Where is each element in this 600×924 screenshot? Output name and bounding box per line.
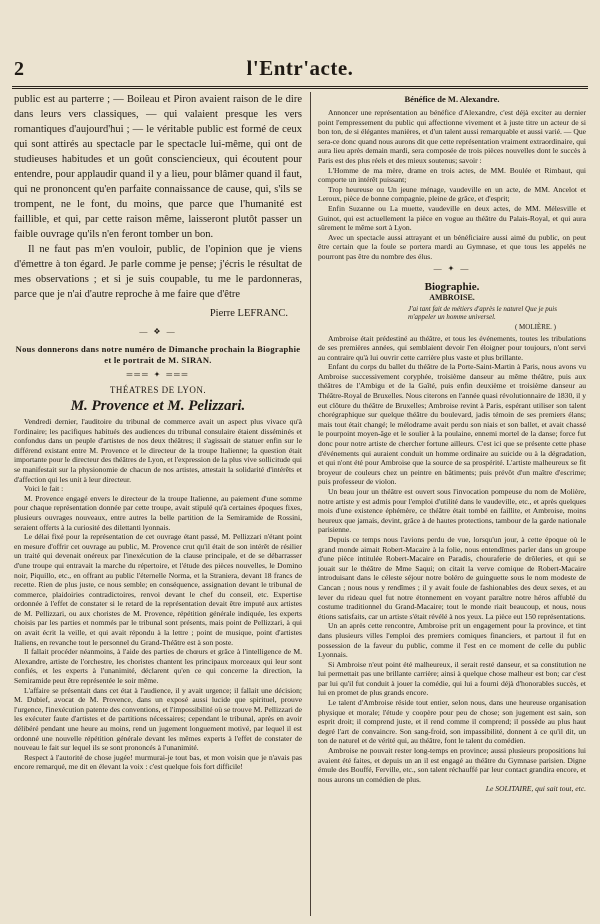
article-paragraph: Vendredi dernier, l'auditoire du tribunal de commerce avait un aspect plus vivace qu'à l'ordinaire; les pacifiques habitués des audiences du tribunal consulaire étaient disséminés et confondus dans un peuple d'artistes de nos deux théâtres; il s'agissait de statuer enfin sur le différend existant entre M. Provence et le directeur de la troupe Italienne; la question était importante pour le directeur des théâtres de Lyon, et l'expression de la plus vive sollicitude qui se manifestait sur la physionomie de chacun de nos artistes, attestait la solidarité d'intérêts et d'affection qui les unit à leur directeur.	[14, 417, 302, 484]
biography-paragraph: Un an après cette rencontre, Ambroise prit un engagement pour la province, et tint dans plusieurs villes l'emploi des premiers comiques financiers, et partout il fut en possession de la faveur du public, comme il l'est en ce moment de celle du public Lyonnais.	[318, 621, 586, 660]
benefit-paragraph: L'Homme de ma mère, drame en trois actes, de MM. Boulée et Rimbaut, qui comporte un intérêt puissant;	[318, 165, 586, 185]
biography-body	[318, 334, 586, 795]
biography-heading: Biographie.	[424, 280, 480, 293]
essay-paragraph: public est au parterre ; — Boileau et Piron avaient raison de le dire dans leurs vers classiques, — qui valaient presque les vers romantiques d'aujourd'hui ; — le véritable public est formé de ceux qui sont attirés au spectacle par le spectacle lui-même, qui ont de studieuses habitudes et un goût consciencieux, qui écoutent pour entendre, pour applaudir quand il y a lieu, pour blâmer quand il faut, qui ne prononcent qu'en parfaite connaissance de cause, qui, s'ils se trompent, ne le font, du moins, que parce que l'humanité est faillible, et qui, par cette raison même, laisseront plutôt passer un faible ouvrage qu'ils n'en feront tomber un bon.	[14, 94, 302, 240]
ornament-divider: ═══ ✦ ═══	[126, 370, 190, 379]
column-divider	[310, 92, 311, 916]
biography-paragraph: Enfant du corps du ballet du théâtre de la Porte-Saint-Martin à Paris, nous avons vu Ambroise successivement coryphée, troisième danseur au même théâtre, puis aux théâtres de l'Ambigu et de la Gaîté, puis enfin deuxième et troisième danseur au Théâtre-Royal de Bruxelles. Nous citerons en l'année quasi révolutionnaire de 1830, il y eut clôture du théâtre de Bruxelles; Ambroise revint à Paris, espérant utiliser son talent chorégraphique sur quelque théâtre du boulevard, jadis témoin de ses premiers élans; mais tout était changé; le mélodrame avait perdu son niais et son ballet, et avait chassé le pourpoint moyen-âge et le soulier à la poulaine, ennemi mortel de la danse; force fut donc pour notre artiste de chercher fortune ailleurs. C'est ici que se présente cette phase d'événements qui auraient conduit un homme ordinaire au suicide ou à la dégradation, et qui n'ont été pour Ambroise que la source de sa prospérité. L'artiste malheureux se fit broyeur de couleurs chez un peintre en bâtiments; puis prévôt d'un maître d'escrime; puis professeur de violon.	[318, 362, 586, 487]
article-paragraph: L'affaire se présentait dans cet état à l'audience, il y avait urgence; il fallait une décision; M. Dubief, avocat de M. Provence, dans un exposé aussi lucide que spirituel, prouve l'urgence, l'inexécution patente des conventions, et l'impossibilité où se trouve M. Pellizzari de les exécuter faute d'artistes et de partitions nécessaires; cependant le tribunal, après en avoir délibéré pendant une heure au moins, rend un jugement longuement motivé, par lequel il est ordonné une nouvelle répétition générale devant les mêmes experts à l'effet de constater de nouveau le fait sur lequel ils se sont prononcés à l'unanimité.	[14, 685, 302, 753]
article-paragraph: M. Provence engagé envers le directeur de la troupe Italienne, au paiement d'une somme pour chaque représentation donnée par cette troupe, avait stipulé qu'à certaines époques fixes, plusieurs ouvrages nouveaux, entre autres la belle partition de la Semiramide de Rossini, seraient offerts à la curiosité des dilettanti lyonnais.	[14, 493, 302, 532]
article-headline: M. Provence et M. Pelizzari.	[70, 398, 246, 414]
biography-paragraph: Le talent d'Ambroise réside tout entier, selon nous, dans une heureuse organisation physique et morale; l'étude y coopère pour peu de chose; son jugement est sain, son esprit droit; il comprend juste, et il rend comme il comprend; il possède au plus haut degré l'art de convaincre. Son sang-froid, son impassibilité, donnent à ce qu'il dit, un ton de naturel et de vérité qui, au théâtre, font le talent du comédien.	[318, 698, 586, 746]
ornament-divider: — ✦ —	[433, 263, 471, 273]
public-essay	[14, 92, 302, 321]
masthead: l'Entr'acte.	[246, 56, 354, 80]
biography-paragraph: Depuis ce temps nous l'avions perdu de vue, lorsqu'un jour, à cette époque où le grand monde aimait Robert-Macaire à la folie, nous entendîmes parler dans un groupe d'une pièce intitulée Robert-Macaire en Paradis, chouraferie de drôleries, et qui se jouait sur le théâtre de Mme Saqui; on citait la verve comique de Robert-Macaire introduisant dans le céleste séjour notre boléro de guinguette sous le nom modeste de Cancan ; nous nous y rendîmes ; il y avait foule de fashionables des deux sexes, et au lever du rideau quel fut notre étonnement en voyant paraître notre héros affublé du costume traditionnel du Grand-Macaire; tout le monde riait beaucoup, et nous, nous étions satisfaits, car un artiste s'était révélé à nos yeux. La pièce eut 150 représentations.	[318, 534, 586, 621]
benefit-paragraph: Avec un spectacle aussi attrayant et un bénéficiaire aussi aimé du public, on peut être certain que la foule se portera mardi au Gymnase, et que tous les appelés ne pourront pas être du nombre des élus.	[318, 232, 586, 261]
article-paragraph: Voici le fait :	[24, 484, 64, 494]
biography-subtitle: AMBROISE.	[429, 292, 475, 302]
biography-paragraph: Un beau jour un théâtre est ouvert sous l'invocation pompeuse du nom de Molière, notre artiste y est admis pour l'emploi d'utilité dans le vaudeville, etc., et après quelques mois d'une existence éphémère, ce théâtre était tombé en faillite, et Ambroise, moins heureux que jamais, devint, grâce à de hautes protections, tambour de la garde nationale parisienne.	[318, 487, 586, 535]
article-paragraph: Le délai fixé pour la représentation de cet ouvrage étant passé, M. Pellizzari n'étant point en mesure d'offrir cet ouvrage au public, M. Provence crut qu'il était de son intérêt de résilier un traité qui devenait onéreux par l'inexécution de la clause principale, et de se débarrasser d'une troupe qui entravait la marche du répertoire, et l'étude des pièces nouvelles, le Domino noir, Piquillo, etc., en offrant au public l'éternelle Norma, et la Straniera, devant 18 francs de recette. Rien de plus juste, ce nous semble; en conséquence, assignation devant le tribunal de commerce, plaidoiries contradictoires, renvoi devant le chef du conseil, etc. Expertise ordonnée à l'effet de constater si le retard de la représentation devait être imputé aux artistes de M. Pellizzari, ou aux choristes de M. Provence, répétition générale indiquée, les experts choisis par les parties et nommés par le tribunal sont présents, mais point de Pellizzari, à qui on avait écrit la veille, et qui avait répondu à la lettre ; point de musique, point d'artistes Italiens, en revanche tout le personnel du Grand-Théâtre est à son poste.	[14, 532, 302, 647]
article-body	[14, 417, 302, 772]
notice: Nous donnerons dans notre numéro de Dimanche prochain la Biographie et le portrait de M. SIRAN.	[15, 344, 301, 365]
essay-paragraph: Il ne faut pas m'en vouloir, public, de l'opinion que je viens d'émettre à ton égard. Je parle comme je pense; j'écris le résultat de mes observations ; et si je suis coupable, tu me le pardonneras, parce que je n'ai d'autre reproche à me faire que d'être	[14, 244, 302, 300]
right-column	[318, 92, 586, 918]
biography-paragraph: Si Ambroise n'eut point été malheureux, il serait resté danseur, et sa constitution ne lui permettait pas une brillante carrière; ainsi à quelque chose malheur est bon; car c'est par lui qu'il fut conduit à jouer la comédie, qui lui a fourni déjà d'honorables succès, et lui en promet de plus grands encore.	[318, 659, 586, 698]
epigraph: J'ai tant fait de métiers d'après le naturel Que je puis m'appeler un homme universel.	[408, 304, 557, 321]
biography-paragraph: Ambroise ne pouvait rester long-temps en province; aussi plusieurs propositions lui avaient été faites, et depuis un an il est engagé au théâtre du Gymnase parisien. Digne émule des Bouffé, Ferville, etc., son talent réchauffé par leur contact grandira encore, et nous aurons un comédien de plus.	[318, 746, 586, 784]
epigraph-source: ( MOLIÈRE. )	[514, 322, 556, 331]
biography-signature: Le SOLITAIRE, qui sait tout, etc.	[485, 784, 586, 794]
section-label: THÉATRES DE LYON.	[109, 385, 207, 395]
essay-signature: Pierre LEFRANC.	[209, 308, 288, 319]
benefit-paragraph: Enfin Suzanne ou La muette, vaudeville en deux actes, de MM. Mélesville et Guinot, qui est actuellement la pièce en vogue au théâtre du Palais-Royal, et qui aura sûrement le même sort à Lyon.	[318, 203, 586, 233]
benefit-paragraph: Trop heureuse ou Un jeune ménage, vaudeville en un acte, de MM. Ancelot et Leroux, pièce de bonne compagnie, pleine de grâce, et d'esprit;	[318, 184, 586, 204]
article-paragraph: Il fallait procéder néanmoins, à l'aide des parties de chœurs et grâce à l'intelligence de M. Alexandre, artiste de l'orchestre, les choristes chantent les principaux morceaux qui leur sont confiés, et les experts à l'unanimité, déclarent qu'en ce qui concerne la direction, la Semiramide peut être représentée le soir même.	[14, 647, 302, 686]
left-column	[14, 92, 302, 918]
benefit-body	[318, 108, 586, 262]
benefit-heading: Bénéfice de M. Alexandre.	[404, 94, 500, 104]
benefit-paragraph: Annoncer une représentation au bénéfice d'Alexandre, c'est déjà exciter au dernier point l'empressement du public qui affectionne vivement et à juste titre un acteur de si bon ton, de si élégantes manières, et d'un talent aussi remarquable et aussi varié. — Que sera-ce donc quand nous aurons dit que cette représentation vraiment extraordinaire, qui aura lieu après demain mardi, sera composée de trois pièces nouvelles dont le succès à Paris est des plus réels et des mieux soutenus; savoir :	[318, 108, 586, 165]
top-rule	[12, 86, 588, 89]
ornament-divider: — ❖ —	[139, 327, 177, 336]
biography-paragraph: Ambroise était prédestiné au théâtre, et tous les événements, toutes les tribulations de ses premières années, qui semblaient devoir l'en éloigner pour toujours, n'ont servi au contraire qu'à lui ouvrir cette carrière plus vaste et plus brillante.	[318, 333, 586, 362]
page-number: 2	[14, 58, 24, 80]
article-paragraph: Respect à l'autorité de chose jugée! murmurai-je tout bas, et mon voisin que je n'avais pas encore remarqué, me dit en élevant la voix : c'est quelque fois fort difficile!	[14, 752, 302, 772]
